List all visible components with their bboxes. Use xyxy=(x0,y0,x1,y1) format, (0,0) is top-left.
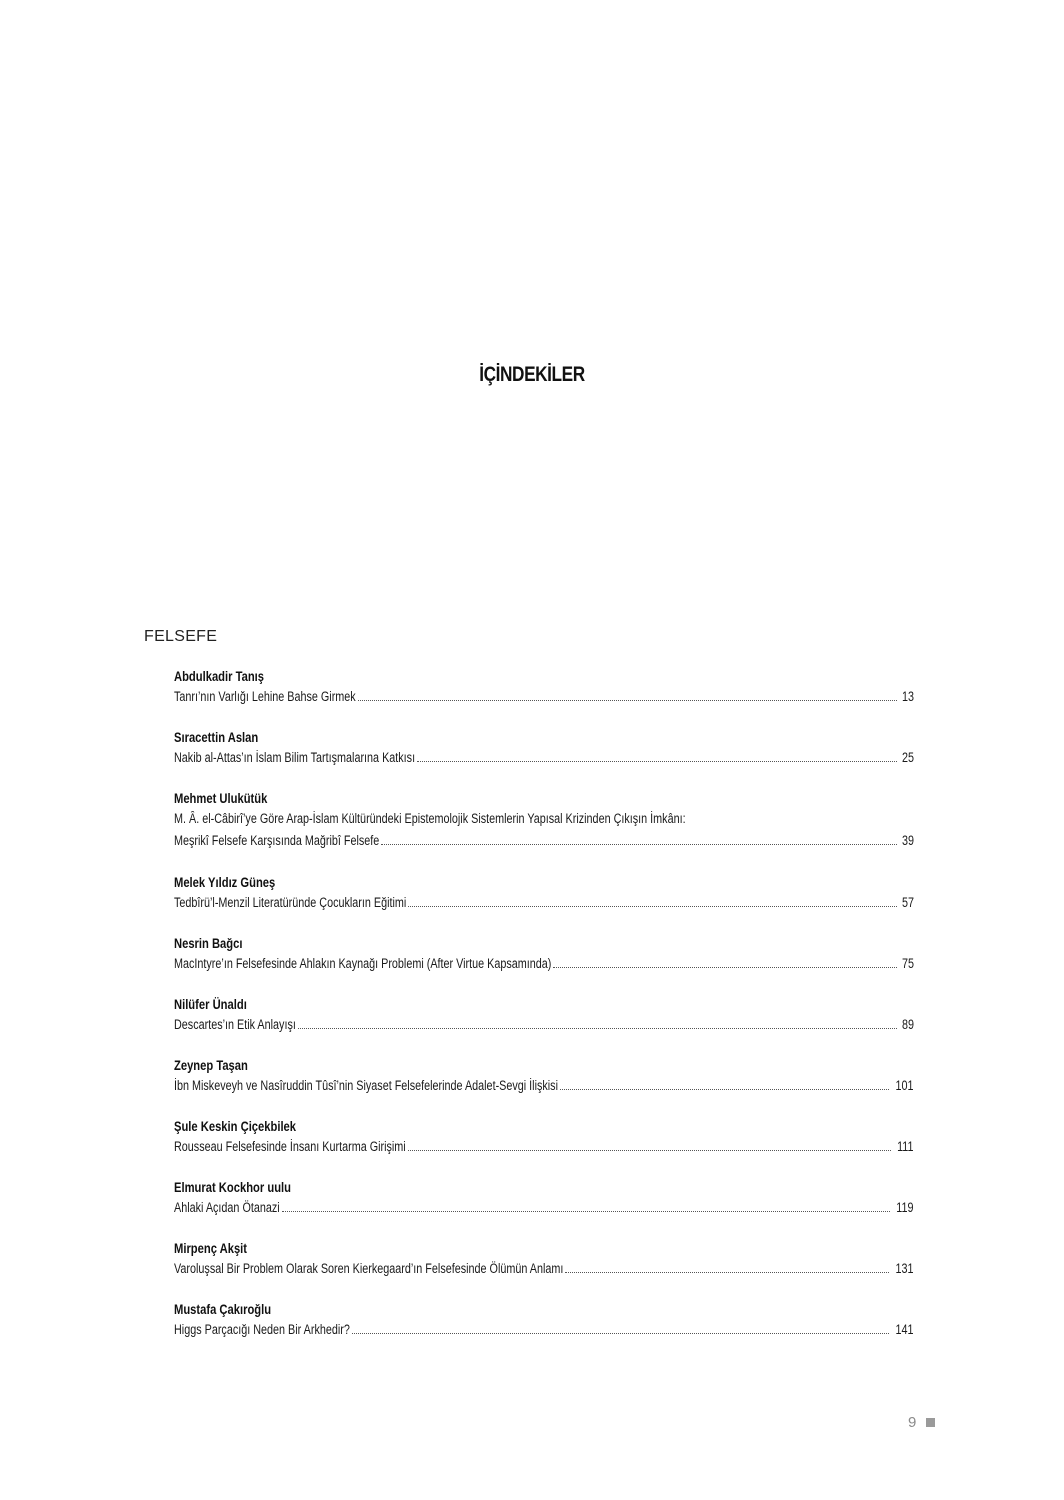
entry-line[interactable] xyxy=(174,1197,914,1219)
entry-author: Şule Keskin Çiçekbilek xyxy=(174,1118,297,1134)
entry-author: Melek Yıldız Güneş xyxy=(174,874,276,890)
dot-leader xyxy=(565,1258,889,1273)
entry-line[interactable] xyxy=(174,1075,914,1097)
entry-author: Sıracettin Aslan xyxy=(174,729,259,745)
entry-author: Nilüfer Ünaldı xyxy=(174,996,247,1012)
entry-title: Rousseau Felsefesinde İnsanı Kurtarma Girişimi xyxy=(174,1139,406,1154)
entry-line[interactable] xyxy=(174,830,914,852)
entry-line[interactable] xyxy=(174,892,914,914)
toc-entry xyxy=(174,788,914,872)
entry-page-number: 111 xyxy=(897,1139,914,1154)
dot-leader xyxy=(408,1136,892,1151)
section-heading: FELSEFE xyxy=(144,628,218,645)
table-of-contents xyxy=(174,666,914,1360)
entry-page-number: 75 xyxy=(901,956,914,971)
toc-entry xyxy=(174,1177,914,1238)
entry-page-number: 89 xyxy=(901,1017,914,1032)
page-footer xyxy=(908,1414,935,1431)
entry-subtitle: M. Â. el-Câbirî’ye Göre Arap-İslam Kültüründeki Epistemolojik Sistemlerin Yapısal Krizinden Çıkışın İmkânı: xyxy=(174,811,686,826)
entry-page-number: 25 xyxy=(901,750,914,765)
entry-title: Varoluşsal Bir Problem Olarak Soren Kierkegaard’ın Felsefesinde Ölümün Anlamı xyxy=(174,1261,564,1276)
toc-entry xyxy=(174,727,914,788)
entry-author: Nesrin Bağcı xyxy=(174,935,243,951)
entry-line[interactable] xyxy=(174,747,914,769)
dot-leader xyxy=(417,747,897,762)
dot-leader xyxy=(408,892,897,907)
toc-entry xyxy=(174,872,914,933)
page-title: İÇİNDEKİLER xyxy=(479,363,585,386)
entry-line[interactable] xyxy=(174,1319,914,1341)
dot-leader xyxy=(553,953,897,968)
entry-page-number: 131 xyxy=(895,1261,914,1276)
entry-page-number: 119 xyxy=(896,1200,914,1215)
entry-author: Zeynep Taşan xyxy=(174,1057,248,1073)
toc-entry xyxy=(174,1238,914,1299)
entry-line[interactable] xyxy=(174,1014,914,1036)
entry-line[interactable] xyxy=(174,1136,914,1158)
entry-page-number: 57 xyxy=(901,895,914,910)
toc-entry xyxy=(174,1055,914,1116)
entry-title: Meşrikî Felsefe Karşısında Mağribî Felsefe xyxy=(174,833,380,848)
entry-title: Nakib al-Attas’ın İslam Bilim Tartışmalarına Katkısı xyxy=(174,750,416,765)
dot-leader xyxy=(358,686,897,701)
dot-leader xyxy=(381,830,897,845)
dot-leader xyxy=(282,1197,891,1212)
entry-line[interactable] xyxy=(174,953,914,975)
dot-leader xyxy=(352,1319,890,1334)
entry-title: Higgs Parçacığı Neden Bir Arkhedir? xyxy=(174,1322,350,1337)
entry-title: Descartes’ın Etik Anlayışı xyxy=(174,1017,296,1032)
entry-page-number: 101 xyxy=(895,1078,914,1093)
toc-entry xyxy=(174,994,914,1055)
entry-author: Mirpenç Akşit xyxy=(174,1240,248,1256)
toc-entry xyxy=(174,1299,914,1360)
entry-author: Elmurat Kockhor uulu xyxy=(174,1179,291,1195)
entry-page-number: 141 xyxy=(895,1322,914,1337)
entry-title: Ahlaki Açıdan Ötanazi xyxy=(174,1200,280,1215)
toc-entry xyxy=(174,1116,914,1177)
page-number: 9 xyxy=(908,1414,917,1431)
dot-leader xyxy=(298,1014,897,1029)
dot-leader xyxy=(560,1075,889,1090)
entry-line[interactable] xyxy=(174,1258,914,1280)
entry-line[interactable] xyxy=(174,686,914,708)
entry-author: Mehmet Ulukütük xyxy=(174,790,268,806)
entry-title: Tanrı’nın Varlığı Lehine Bahse Girmek xyxy=(174,689,356,704)
entry-author: Abdulkadir Tanış xyxy=(174,668,265,684)
entry-page-number: 39 xyxy=(901,833,914,848)
toc-entry xyxy=(174,933,914,994)
entry-author: Mustafa Çakıroğlu xyxy=(174,1301,272,1317)
entry-title: İbn Miskeveyh ve Nasîruddin Tûsî’nin Siyaset Felsefelerinde Adalet-Sevgi İlişkisi xyxy=(174,1078,558,1093)
entry-title: MacIntyre’ın Felsefesinde Ahlakın Kaynağı Problemi (After Virtue Kapsamında) xyxy=(174,956,552,971)
entry-title: Tedbîrü’l-Menzil Literatüründe Çocukların Eğitimi xyxy=(174,895,407,910)
toc-entry xyxy=(174,666,914,727)
square-marker-icon xyxy=(926,1418,935,1427)
entry-page-number: 13 xyxy=(901,689,914,704)
